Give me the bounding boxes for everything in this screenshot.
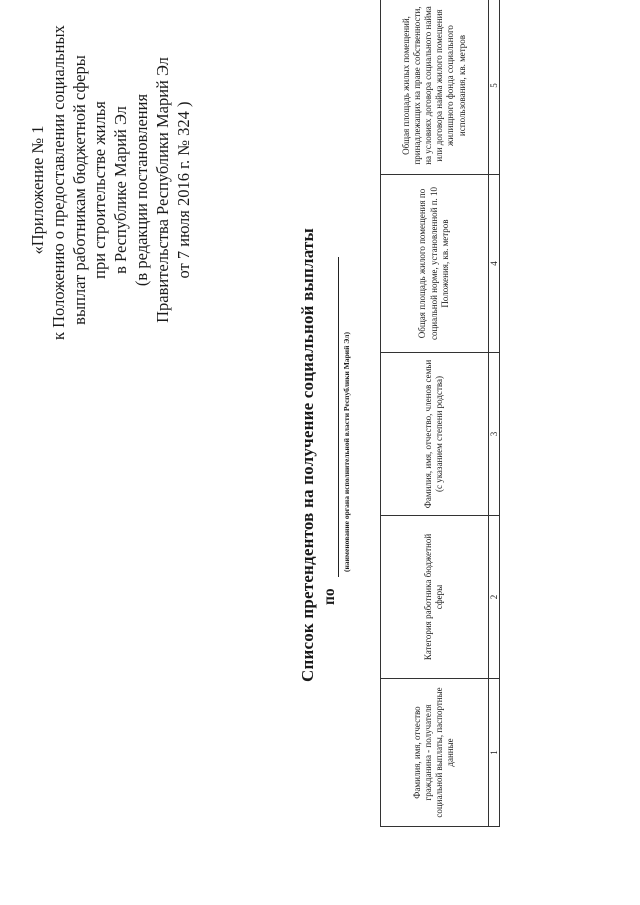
appendix-line: при строительстве жилья (90, 101, 110, 279)
pretendents-table (380, 0, 500, 827)
document-title: Список претендентов на получение социальной выплаты (298, 228, 317, 683)
authority-line (321, 185, 341, 605)
authority-blank-line (338, 257, 339, 577)
column-number: 3 (488, 353, 499, 516)
authority-prefix: по (321, 588, 338, 605)
table-number-row (488, 0, 499, 827)
column-number: 5 (488, 0, 499, 175)
header-cell-recipient: Фамилия, имя, отчество гражданина - получателя социальной выплаты, паспортные данные (381, 679, 489, 827)
header-cell-norm-area: Общая площадь жилого помещения по социальной норме, установленной п. 10 Положения, кв. метров (381, 175, 489, 353)
column-number: 4 (488, 175, 499, 353)
header-cell-owned-area: Общая площадь жилых помещений, принадлежащих на праве собственности, на условиях договора социального найма или договора найма жилого помещения жилищного фонда социального использования, кв. метров (381, 0, 489, 175)
appendix-line: «Приложение № 1 (28, 125, 47, 255)
column-number: 1 (488, 679, 499, 827)
appendix-line: от 7 июля 2016 г. № 324 ) (173, 101, 193, 279)
authority-caption: (наименование органа исполнительной власти Республики Марий Эл) (342, 332, 351, 572)
appendix-header (28, 25, 194, 340)
header-cell-family: Фамилия, имя, отчество, членов семьи (с указанием степени родства) (381, 353, 489, 516)
appendix-line: к Положению о предоставлении социальных (48, 25, 68, 340)
appendix-line: (в редакции постановления (131, 93, 151, 287)
header-cell-category: Категория работника бюджетной сферы (381, 516, 489, 679)
appendix-line: выплат работникам бюджетной сферы (69, 55, 89, 325)
table-header-row (381, 0, 489, 827)
appendix-line: Правительства Республики Марий Эл (152, 57, 172, 323)
column-number: 2 (488, 516, 499, 679)
appendix-line: в Республике Марий Эл (111, 106, 131, 274)
